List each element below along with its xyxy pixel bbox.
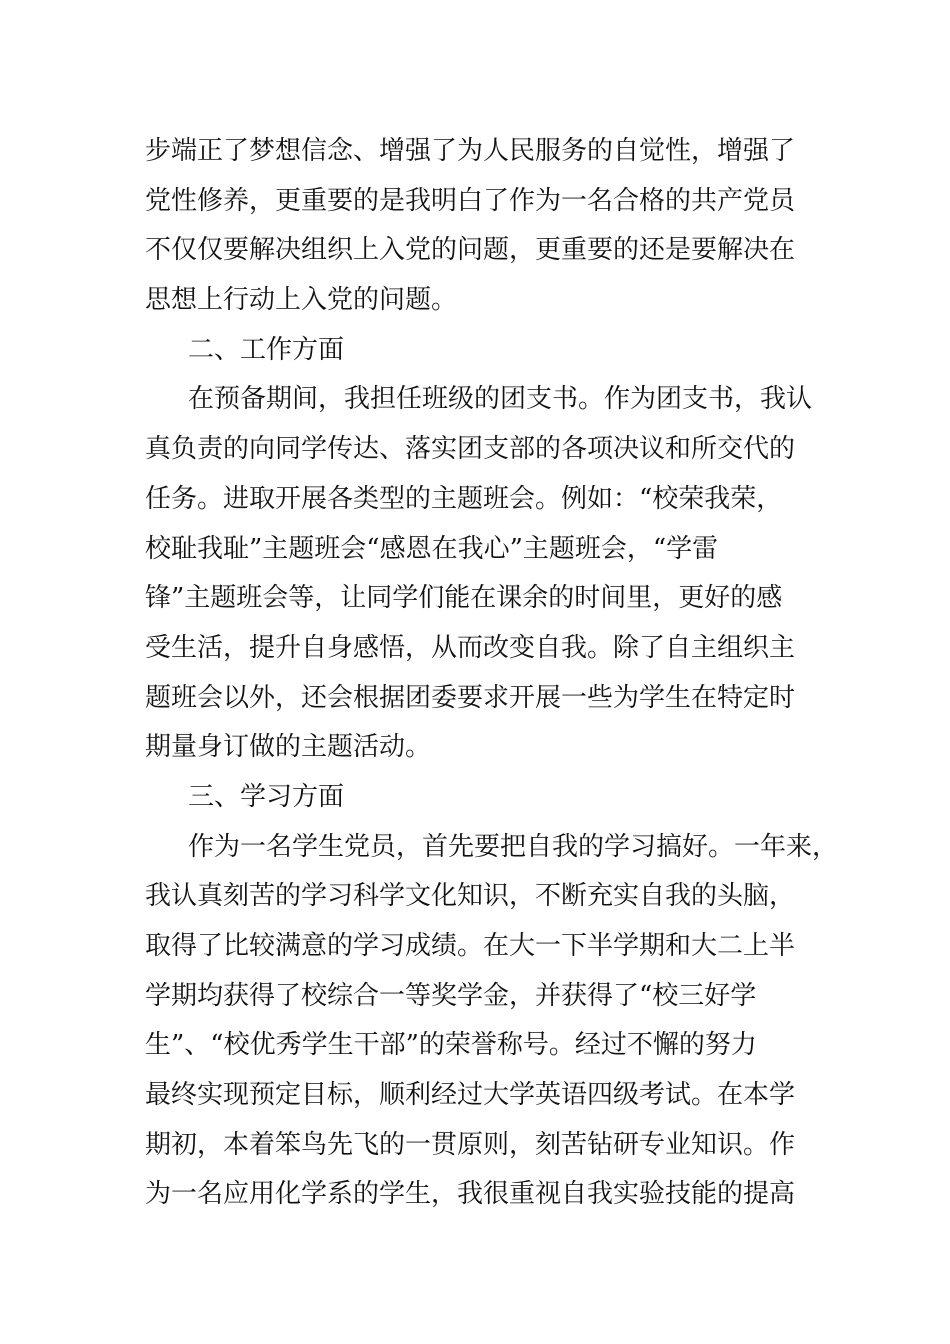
text-line: 作为一名学生党员，首先要把自我的学习搞好。一年来， [188, 831, 839, 862]
body-paragraph-2 [145, 375, 815, 773]
text-line: 不仅仅要解决组织上入党的问题，更重要的还是要解决在 [145, 235, 796, 266]
text-line: 为一名应用化学系的学生，我很重视自我实验技能的提高 [145, 1179, 796, 1210]
text-line: 校耻我耻”主题班会“感恩在我心”主题班会，“学雷 [145, 533, 719, 564]
text-line: 取得了比较满意的学习成绩。在大一下半学期和大二上半 [145, 931, 796, 961]
body-paragraph-3 [145, 823, 839, 1221]
text-line: 任务。进取开展各类型的主题班会。例如：“校荣我荣， [145, 483, 783, 514]
text-line: 我认真刻苦的学习科学文化知识，不断充实自我的头脑， [145, 881, 796, 912]
text-line: 步端正了梦想信念、增强了为人民服务的自觉性，增强了 [145, 136, 796, 166]
text-line: 锋”主题班会等，让同学们能在课余的时间里，更好的感 [145, 583, 783, 614]
text-line: 期初，本着笨鸟先飞的一贯原则，刻苦钻研专业知识。作 [145, 1129, 796, 1160]
section-heading-1 [145, 326, 815, 376]
body-paragraph-1 [145, 127, 815, 326]
text-line: 真负责的向同学传达、落实团支部的各项决议和所交代的 [145, 434, 796, 465]
text-line: 三、学习方面 [188, 781, 345, 812]
section-heading-2 [145, 773, 815, 823]
text-line: 二、工作方面 [188, 334, 345, 365]
text-line: 期量身订做的主题活动。 [145, 732, 432, 763]
text-line: 在预备期间，我担任班级的团支书。作为团支书，我认 [188, 384, 813, 415]
text-line: 最终实现预定目标，顺利经过大学英语四级考试。在本学 [145, 1080, 796, 1111]
document-body [145, 127, 839, 1220]
text-line: 党性修养，更重要的是我明白了作为一名合格的共产党员 [145, 185, 796, 216]
text-line: 受生活，提升自身感悟，从而改变自我。除了自主组织主 [145, 632, 796, 663]
text-line: 题班会以外，还会根据团委要求开展一些为学生在特定时 [145, 682, 796, 713]
text-line: 思想上行动上入党的问题。 [145, 285, 458, 316]
text-line: 生”、“校优秀学生干部”的荣誉称号。经过不懈的努力 [145, 1030, 757, 1061]
text-line: 学期均获得了校综合一等奖学金，并获得了“校三好学 [145, 980, 757, 1011]
